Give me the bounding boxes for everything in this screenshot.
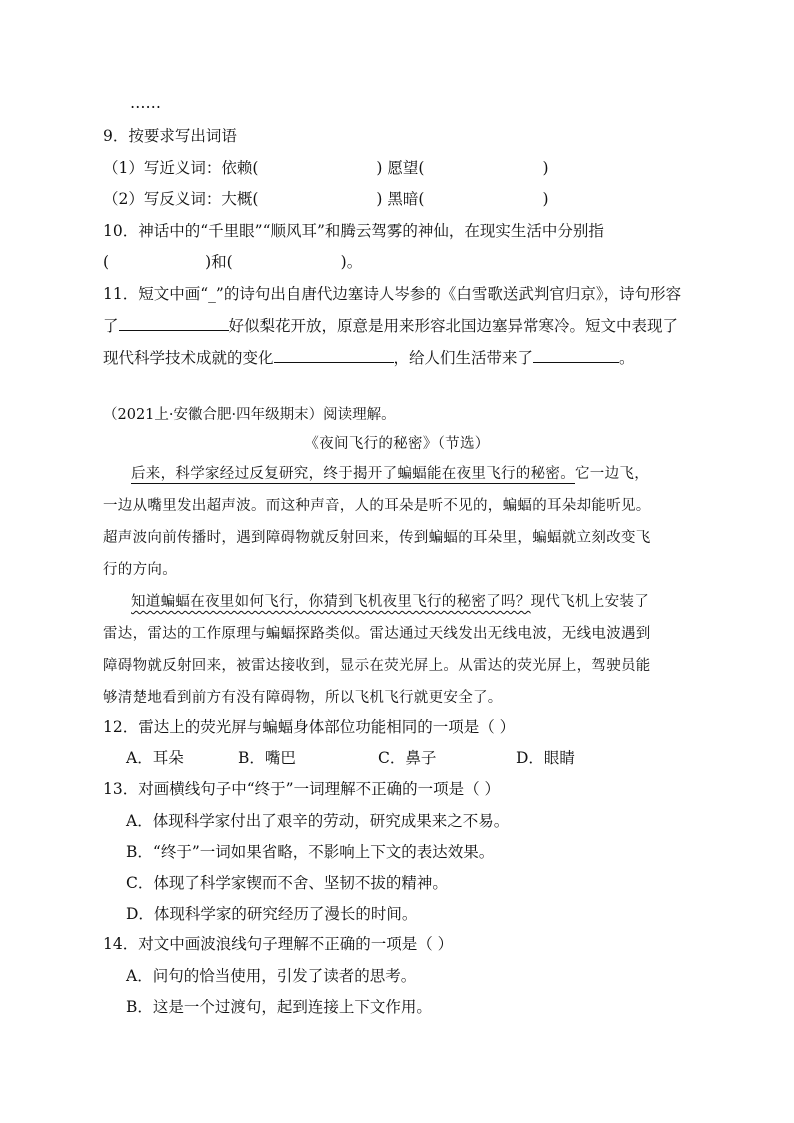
question-10-blanks bbox=[103, 251, 362, 273]
question-11-line1 bbox=[103, 283, 681, 305]
q11-text-d3: 。 bbox=[619, 349, 635, 367]
question-9-2 bbox=[103, 188, 549, 210]
q11-blank-2[interactable] bbox=[274, 346, 394, 363]
q11-text-a: 11．短文中画“ bbox=[103, 285, 209, 303]
q14-option-a[interactable]: A．问句的恰当使用，引发了读者的思考。 bbox=[126, 967, 417, 985]
q12-option-a[interactable]: A．耳朵 bbox=[126, 749, 184, 767]
q9-2-prefix: （2）写反义词：大概( bbox=[103, 190, 259, 208]
question-10: 10．神话中的“千里眼”“顺风耳”和腾云驾雾的神仙，在现实生活中分别指 bbox=[103, 222, 604, 240]
source-note: （2021上·安徽合肥·四年级期末）阅读理解。 bbox=[103, 407, 396, 423]
q11-text-c1: 了 bbox=[103, 317, 119, 335]
q9-2-mid: ) 黑暗( bbox=[376, 190, 425, 208]
q9-2-end: ) bbox=[542, 190, 549, 208]
q11-text-c2: 好似梨花开放，原意是用来形容北国边塞异常寒冷。短文中表现了 bbox=[228, 317, 679, 335]
passage-p1-line1 bbox=[131, 463, 649, 485]
question-14: 14．对文中画波浪线句子理解不正确的一项是（ ） bbox=[103, 935, 454, 953]
q13-option-d[interactable]: D．体现科学家的研究经历了漫长的时间。 bbox=[126, 905, 418, 923]
q12-option-d[interactable]: D．眼睛 bbox=[516, 749, 575, 767]
q9-1-mid: ) 愿望( bbox=[376, 159, 425, 177]
question-11-line3 bbox=[103, 346, 635, 369]
ellipsis: …… bbox=[130, 94, 161, 112]
q11-text-d1: 现代科学技术成就的变化 bbox=[103, 349, 274, 367]
q14-option-b[interactable]: B．这是一个过渡句，起到连接上下文作用。 bbox=[126, 998, 432, 1016]
q9-1-prefix: （1）写近义词：依赖( bbox=[103, 159, 259, 177]
q13-option-a[interactable]: A．体现科学家付出了艰辛的劳动，研究成果来之不易。 bbox=[126, 812, 510, 830]
question-12: 12．雷达上的荧光屏与蝙蝠身体部位功能相同的一项是（ ） bbox=[103, 718, 516, 736]
passage-p1-line4: 行的方向。 bbox=[103, 562, 177, 578]
q11-blank-3[interactable] bbox=[533, 346, 619, 363]
passage-p1-line3: 超声波向前传播时，遇到障碍物就反射回来，传到蝙蝠的耳朵里，蝙蝠就立刻改变飞 bbox=[103, 530, 651, 546]
question-13: 13．对画横线句子中“终于”一词理解不正确的一项是（ ） bbox=[103, 780, 501, 798]
underlined-sentence: 后来，科学家经过反复研究，终于揭开了蝙蝠能在夜里飞行的秘密。 bbox=[131, 466, 575, 482]
question-9-1 bbox=[103, 157, 549, 179]
q9-1-end: ) bbox=[542, 159, 549, 177]
q11-blank-1[interactable] bbox=[119, 314, 229, 331]
p2-text-b: 现代飞机上安装了 bbox=[530, 594, 650, 610]
passage-p2-line3: 障碍物就反射回来，被雷达接收到，显示在荧光屏上。从雷达的荧光屏上，驾驶员能 bbox=[103, 658, 651, 674]
passage-p2-line2: 雷达，雷达的工作原理与蝙蝠探路类似。雷达通过天线发出无线电波，无线电波遇到 bbox=[103, 626, 651, 642]
q12-option-c[interactable]: C．鼻子 bbox=[378, 749, 437, 767]
q13-option-b[interactable]: B．“终于”一词如果省略，不影响上下文的表达效果。 bbox=[126, 843, 495, 861]
question-11-line2 bbox=[103, 314, 678, 337]
passage-p2-line4: 够清楚地看到前方有没有障碍物，所以飞机飞行就更安全了。 bbox=[103, 690, 503, 706]
q12-option-b[interactable]: B．嘴巴 bbox=[238, 749, 296, 767]
wavy-sentence: 知道蝙蝠在夜里如何飞行，你猜到飞机夜里飞行的秘密了吗？ bbox=[131, 594, 531, 610]
q10-paren-mid: )和( bbox=[205, 253, 233, 271]
q11-mark: _ bbox=[208, 285, 216, 303]
q11-text-b: ”的诗句出自唐代边塞诗人岑参的《白雪歌送武判官归京》，诗句形容 bbox=[215, 285, 682, 303]
q10-paren-close: )。 bbox=[340, 253, 363, 271]
question-12-options bbox=[126, 747, 575, 769]
passage-p1-line2: 一边从嘴里发出超声波。而这种声音，人的耳朵是听不见的，蝙蝠的耳朵却能听见。 bbox=[103, 498, 651, 514]
q13-option-c[interactable]: C．体现了科学家锲而不舍、坚韧不拔的精神。 bbox=[126, 874, 448, 892]
q10-paren-open: ( bbox=[103, 253, 110, 271]
p1-text-b: 它一边飞， bbox=[575, 466, 649, 482]
question-9: 9．按要求写出词语 bbox=[103, 127, 237, 145]
q11-text-d2: ，给人们生活带来了 bbox=[393, 349, 534, 367]
passage-title: 《夜间飞行的秘密》（节选） bbox=[304, 436, 490, 452]
passage-p2-line1 bbox=[131, 591, 649, 613]
